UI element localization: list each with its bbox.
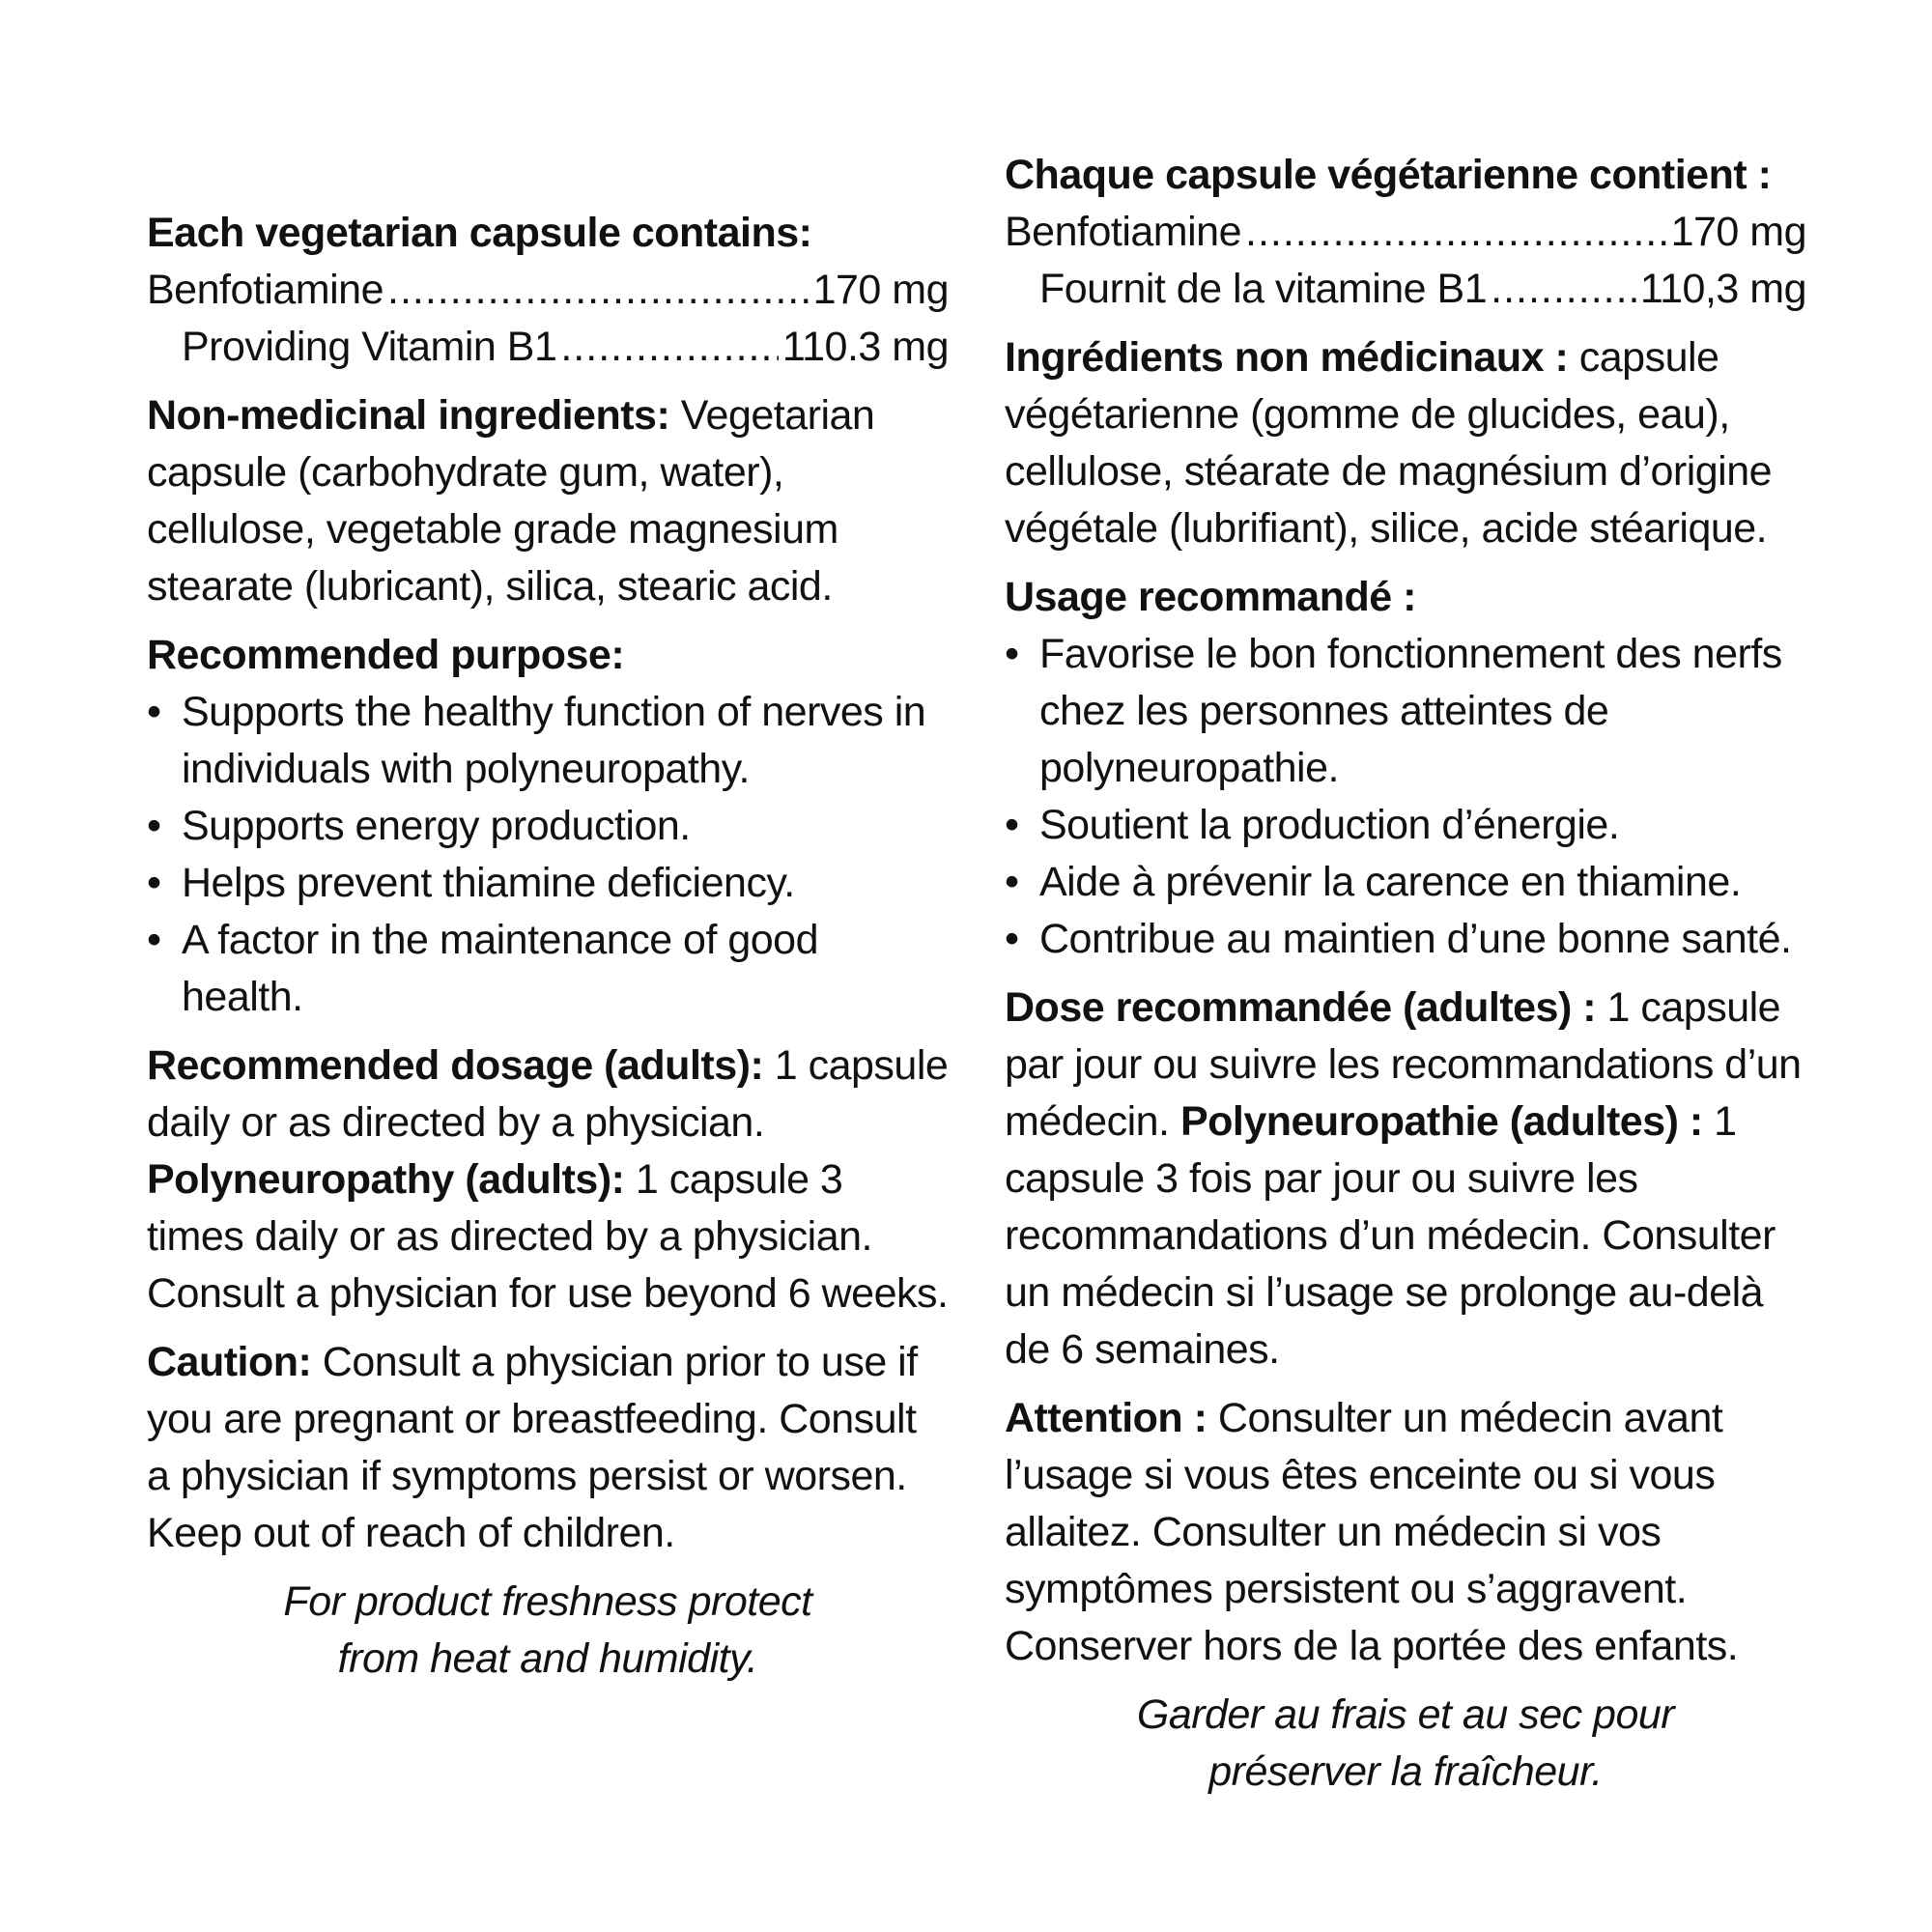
list-item [1005, 911, 1806, 968]
list-item [1005, 626, 1806, 797]
ingredient-name: Benfotiamine [147, 267, 384, 313]
dosage-text: 1 capsule par jour ou suivre les recommandations d’un médecin. [1005, 984, 1802, 1145]
dosage-text: 1 capsule daily or as directed by a physician. [147, 1042, 949, 1146]
list-item [147, 912, 949, 1026]
contains-heading-en: Each vegetarian capsule contains: [147, 210, 812, 256]
list-item-text: Favorise le bon fonctionnement des nerfs chez les personnes atteintes de polyneuropathie. [1039, 631, 1782, 791]
ingredient-row-benfotiamine-en [147, 262, 949, 319]
polyneuropathy-label: Polyneuropathy (adults): [147, 1156, 625, 1203]
purpose-list-en [147, 684, 949, 1026]
nonmedicinal-label: Non-medicinal ingredients: [147, 392, 670, 439]
ingredient-amount: 110.3 mg [781, 324, 949, 370]
caution-label: Attention : [1005, 1395, 1208, 1441]
bullet-icon: • [1005, 631, 1019, 677]
ingredient-amount: 110,3 mg [1639, 266, 1806, 312]
storage-note-en [147, 1574, 949, 1688]
ingredient-row-vitamin-b1-en [147, 319, 949, 376]
nonmedicinal-label: Ingrédients non médicinaux : [1005, 334, 1569, 381]
leader-dots [387, 262, 810, 319]
nonmedicinal-ingredients-fr [1005, 329, 1806, 557]
storage-note-line: Garder au frais et au sec pour [1136, 1691, 1675, 1738]
ingredient-row-vitamin-b1-fr [1005, 261, 1806, 318]
french-column [1005, 0, 1806, 1842]
dosage-fr [1005, 980, 1806, 1378]
contains-heading-fr: Chaque capsule végétarienne contient : [1005, 152, 1772, 198]
purpose-heading-en: Recommended purpose: [147, 632, 625, 678]
bullet-icon: • [1005, 859, 1019, 905]
list-item-text: Contribue au maintien d’une bonne santé. [1039, 916, 1792, 962]
leader-dots [1491, 261, 1636, 318]
list-item-text: Helps prevent thiamine deficiency. [182, 860, 795, 906]
recommended-purpose-fr [1005, 569, 1806, 968]
polyneuropathy-label: Polyneuropathie (adultes) : [1179, 1098, 1703, 1145]
bullet-icon: • [147, 689, 161, 735]
nonmedicinal-ingredients-en [147, 387, 949, 615]
dosage-en [147, 1037, 949, 1322]
leader-dots [560, 319, 779, 376]
english-column [147, 0, 949, 1729]
dosage-label: Recommended dosage (adults): [147, 1042, 764, 1089]
ingredient-amount: 170 mg [812, 267, 949, 313]
storage-note-line: For product freshness protect [283, 1578, 812, 1625]
storage-note-line: préserver la fraîcheur. [1208, 1748, 1603, 1795]
list-item [1005, 797, 1806, 854]
purpose-heading-fr: Usage recommandé : [1005, 574, 1416, 620]
polyneuropathy-text: 1 capsule 3 times daily or as directed by a physician. Consult a physician for use beyond 6 weeks. [147, 1156, 949, 1317]
list-item-text: Supports the healthy function of nerves in individuals with polyneuropathy. [182, 689, 926, 792]
storage-note-fr [1005, 1687, 1806, 1801]
ingredient-list-en [147, 262, 949, 376]
ingredient-list-fr [1005, 204, 1806, 318]
dosage-label: Dose recommandée (adultes) : [1005, 984, 1597, 1031]
list-item-text: Aide à prévenir la carence en thiamine. [1039, 859, 1742, 905]
list-item [147, 855, 949, 912]
nonmedicinal-text: capsule végétarienne (gomme de glucides, eau), cellulose, stéarate de magnésium d’origine végétale (lubrifiant), silice, acide stéarique. [1005, 334, 1773, 552]
bullet-icon: • [147, 860, 161, 906]
nonmedicinal-text: Vegetarian capsule (carbohydrate gum, water), cellulose, vegetable grade magnesium stearate (lubricant), silica, stearic acid. [147, 392, 875, 610]
ingredient-row-benfotiamine-fr [1005, 204, 1806, 261]
ingredient-name: Benfotiamine [1005, 209, 1241, 255]
leader-dots [1245, 204, 1667, 261]
list-item-text: Soutient la production d’énergie. [1039, 802, 1620, 848]
bullet-icon: • [1005, 802, 1019, 848]
list-item [147, 684, 949, 798]
caution-text: Consult a physician prior to use if you are pregnant or breastfeeding. Consult a physician if symptoms persist or worsen. Keep out of reach of children. [147, 1339, 918, 1556]
list-item-text: A factor in the maintenance of good health. [182, 917, 819, 1020]
ingredient-name: Fournit de la vitamine B1 [1039, 266, 1488, 312]
bullet-icon: • [1005, 916, 1019, 962]
list-item-text: Supports energy production. [182, 803, 691, 849]
ingredient-name: Providing Vitamin B1 [182, 324, 557, 370]
list-item [1005, 854, 1806, 911]
polyneuropathy-text: 1 capsule 3 fois par jour ou suivre les recommandations d’un médecin. Consulter un médecin si l’usage se prolonge au-delà de 6 semaines. [1005, 1098, 1776, 1373]
list-item [147, 798, 949, 855]
caution-en [147, 1334, 949, 1562]
purpose-list-fr [1005, 626, 1806, 968]
caution-label: Caution: [147, 1339, 312, 1385]
storage-note-line: from heat and humidity. [337, 1635, 758, 1682]
caution-fr [1005, 1390, 1806, 1675]
caution-text: Consulter un médecin avant l’usage si vous êtes enceinte ou si vous allaitez. Consulter un médecin si vos symptômes persistent ou s’aggravent. Conserver hors de la portée des enfants. [1005, 1395, 1739, 1669]
recommended-purpose-en [147, 627, 949, 1026]
ingredient-amount: 170 mg [1670, 209, 1806, 255]
bullet-icon: • [147, 917, 161, 963]
bullet-icon: • [147, 803, 161, 849]
